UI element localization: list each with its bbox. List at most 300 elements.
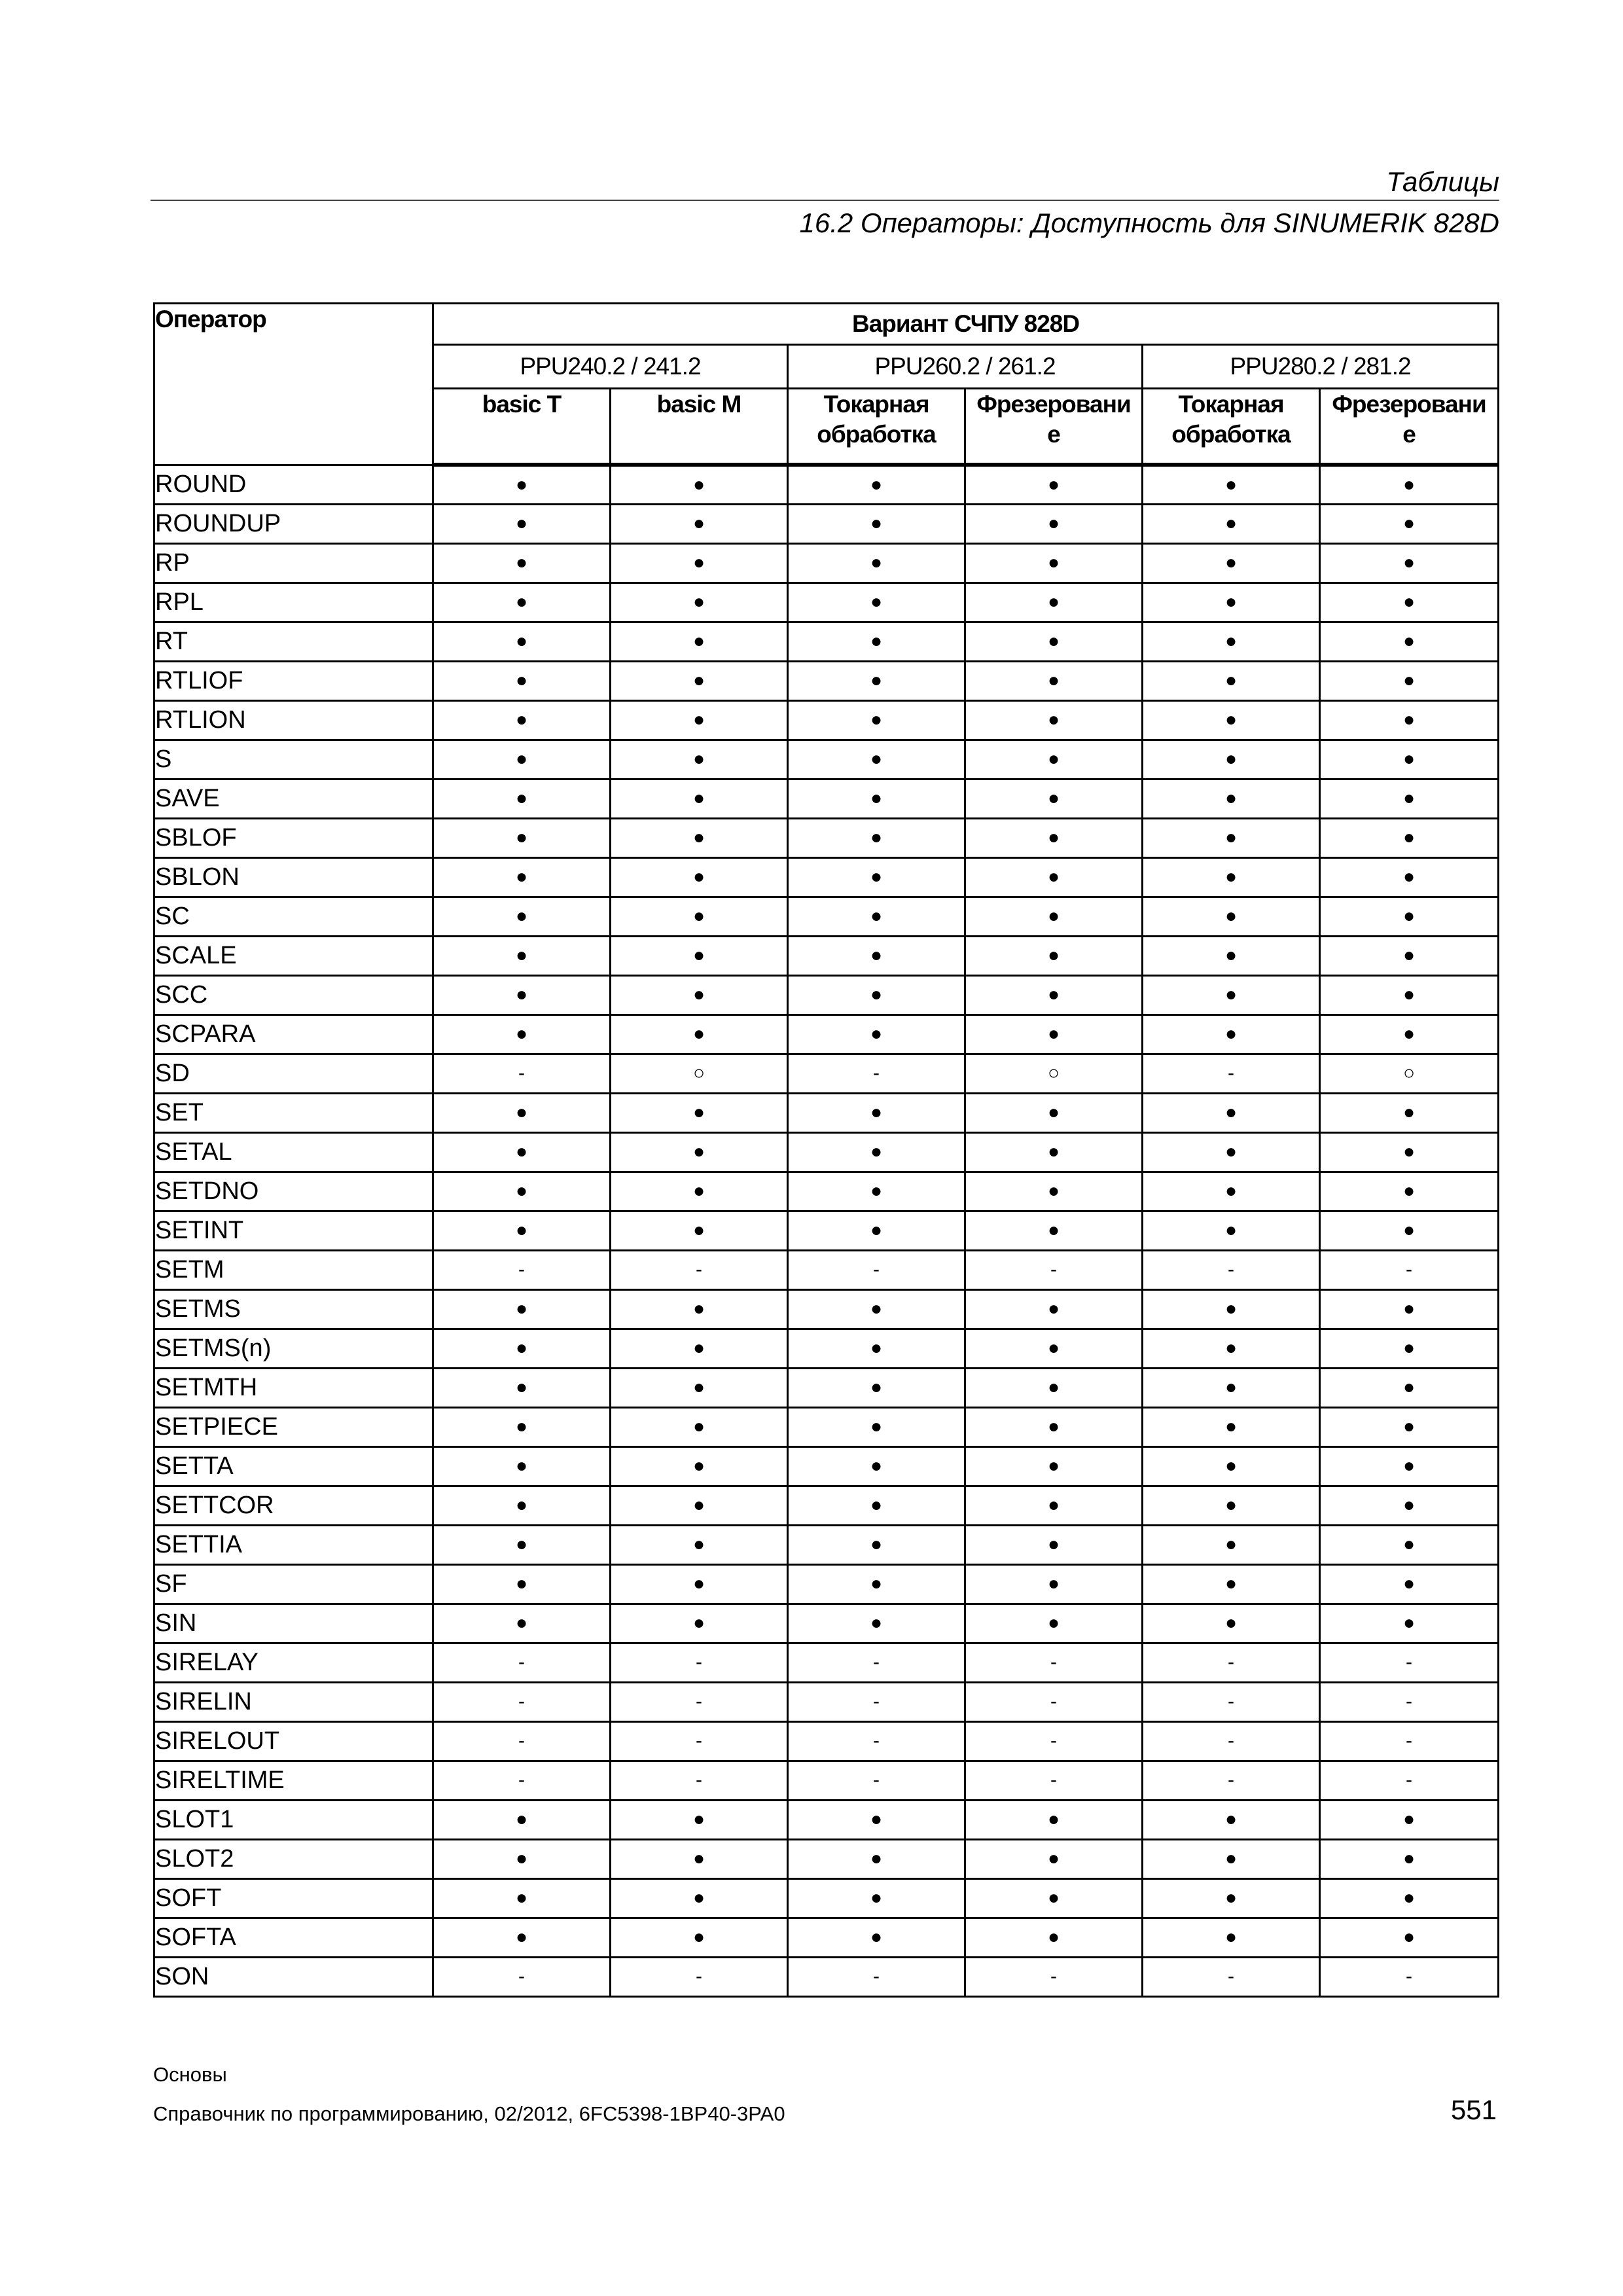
subheader-line: Токарная <box>823 391 929 418</box>
availability-cell: ● <box>788 1525 965 1564</box>
availability-cell: ● <box>965 465 1143 504</box>
availability-cell: ● <box>965 1878 1143 1918</box>
table-row <box>154 504 1499 543</box>
availability-cell: ● <box>433 465 611 504</box>
operator-name: SET <box>154 1093 433 1132</box>
availability-cell: ● <box>433 700 611 740</box>
availability-cell: ● <box>433 1525 611 1564</box>
operator-name: SF <box>154 1564 433 1604</box>
availability-cell: ● <box>611 504 788 543</box>
availability-cell: ● <box>1143 1486 1320 1525</box>
availability-cell: ○ <box>965 1054 1143 1093</box>
availability-cell: ● <box>1143 583 1320 622</box>
availability-cell: ● <box>433 543 611 583</box>
availability-cell: - <box>1143 1761 1320 1800</box>
availability-cell: - <box>1320 1682 1499 1721</box>
availability-cell: - <box>965 1721 1143 1761</box>
operator-name: S <box>154 740 433 779</box>
availability-cell: - <box>611 1250 788 1289</box>
availability-cell: ● <box>965 1800 1143 1839</box>
availability-cell: ● <box>1143 1329 1320 1368</box>
operator-name: SOFT <box>154 1878 433 1918</box>
availability-cell: ● <box>433 1918 611 1957</box>
operator-column-header: Оператор <box>154 304 433 465</box>
availability-cell: ● <box>1143 1525 1320 1564</box>
group-header-ppu260: PPU260.2 / 261.2 <box>788 345 1143 389</box>
table-row <box>154 1604 1499 1643</box>
availability-cell: ● <box>965 1407 1143 1446</box>
availability-cell: ● <box>611 1172 788 1211</box>
availability-cell: ● <box>1143 857 1320 897</box>
availability-cell: ● <box>1320 661 1499 700</box>
availability-cell: - <box>788 1761 965 1800</box>
availability-cell: ● <box>965 661 1143 700</box>
availability-cell: ● <box>1320 622 1499 661</box>
availability-cell: - <box>1143 1682 1320 1721</box>
operator-name: SBLON <box>154 857 433 897</box>
availability-cell: ● <box>788 543 965 583</box>
availability-cell: ● <box>1143 897 1320 936</box>
availability-cell: ● <box>1143 1564 1320 1604</box>
availability-cell: ● <box>1143 818 1320 857</box>
section-title: 16.2 Операторы: Доступность для SINUMERIK 828D <box>799 207 1499 238</box>
availability-cell: ● <box>611 543 788 583</box>
availability-cell: ● <box>433 1132 611 1172</box>
footer-reference: Справочник по программированию, 02/2012, 6FC5398-1BP40-3PA0 <box>153 2102 785 2125</box>
table-row <box>154 897 1499 936</box>
availability-cell: ● <box>611 465 788 504</box>
availability-cell: ● <box>1143 1878 1320 1918</box>
group-header-ppu240: PPU240.2 / 241.2 <box>433 345 788 389</box>
availability-cell: - <box>788 1250 965 1289</box>
operator-name: SETMS <box>154 1289 433 1329</box>
availability-cell: ● <box>788 740 965 779</box>
availability-cell: ● <box>433 504 611 543</box>
availability-cell: ● <box>1143 700 1320 740</box>
availability-cell: ● <box>1320 1289 1499 1329</box>
availability-cell: ● <box>611 1211 788 1250</box>
operator-name: SETDNO <box>154 1172 433 1211</box>
availability-cell: ● <box>611 1486 788 1525</box>
availability-cell: - <box>1143 1250 1320 1289</box>
table-row <box>154 1682 1499 1721</box>
availability-cell: ● <box>433 975 611 1014</box>
availability-cell: ● <box>1320 897 1499 936</box>
availability-cell: - <box>788 1054 965 1093</box>
table-row <box>154 543 1499 583</box>
availability-cell: ● <box>1320 504 1499 543</box>
availability-cell: ● <box>1320 1211 1499 1250</box>
availability-cell: ● <box>1143 779 1320 818</box>
availability-cell: - <box>965 1682 1143 1721</box>
table-row <box>154 975 1499 1014</box>
availability-cell: - <box>788 1643 965 1682</box>
availability-cell: ● <box>1320 1878 1499 1918</box>
availability-cell: ● <box>788 661 965 700</box>
subheader-line: е <box>1402 421 1416 448</box>
subheader-line: Токарная <box>1178 391 1284 418</box>
availability-cell: ● <box>1143 1604 1320 1643</box>
availability-cell: ● <box>433 740 611 779</box>
operator-name: RTLIOF <box>154 661 433 700</box>
availability-cell: ● <box>1143 1407 1320 1446</box>
availability-cell: ● <box>1143 504 1320 543</box>
availability-cell: ● <box>1320 583 1499 622</box>
availability-cell: ● <box>788 1014 965 1054</box>
operator-name: SLOT2 <box>154 1839 433 1878</box>
availability-cell: ● <box>1143 661 1320 700</box>
operator-name: SCPARA <box>154 1014 433 1054</box>
availability-cell: ● <box>611 1564 788 1604</box>
availability-cell: ● <box>611 1446 788 1486</box>
availability-cell: ● <box>1320 700 1499 740</box>
availability-cell: ● <box>1143 740 1320 779</box>
availability-cell: ● <box>1320 1839 1499 1878</box>
table-row <box>154 1211 1499 1250</box>
availability-cell: ● <box>611 661 788 700</box>
availability-cell: ● <box>965 1329 1143 1368</box>
availability-cell: - <box>433 1721 611 1761</box>
availability-cell: - <box>611 1761 788 1800</box>
availability-cell: ● <box>611 740 788 779</box>
availability-cell: ● <box>1320 975 1499 1014</box>
table-row <box>154 1132 1499 1172</box>
availability-cell: ● <box>433 1800 611 1839</box>
availability-cell: ● <box>965 504 1143 543</box>
subheader-line: обработка <box>1171 421 1291 448</box>
availability-cell: - <box>433 1682 611 1721</box>
table-row <box>154 1721 1499 1761</box>
availability-cell: ● <box>611 975 788 1014</box>
availability-cell: ● <box>433 1289 611 1329</box>
subheader-3 <box>965 389 1143 465</box>
availability-cell: ● <box>788 936 965 975</box>
operator-name: RPL <box>154 583 433 622</box>
table-row <box>154 1486 1499 1525</box>
availability-cell: - <box>1320 1761 1499 1800</box>
availability-cell: ● <box>1320 1368 1499 1407</box>
availability-cell: ● <box>788 897 965 936</box>
table-row <box>154 1839 1499 1878</box>
group-header-ppu280: PPU280.2 / 281.2 <box>1143 345 1499 389</box>
availability-cell: ● <box>433 857 611 897</box>
availability-cell: - <box>433 1054 611 1093</box>
table-row <box>154 661 1499 700</box>
availability-cell: ● <box>1143 1093 1320 1132</box>
availability-cell: ● <box>1320 936 1499 975</box>
availability-cell: - <box>611 1643 788 1682</box>
availability-cell: ● <box>965 975 1143 1014</box>
page-number: 551 <box>1450 2094 1497 2125</box>
footer-document-title: Основы <box>153 2063 227 2086</box>
availability-cell: - <box>433 1761 611 1800</box>
availability-cell: - <box>965 1250 1143 1289</box>
availability-cell: ● <box>788 1564 965 1604</box>
availability-cell: ● <box>1320 1132 1499 1172</box>
availability-cell: - <box>1143 1643 1320 1682</box>
availability-cell: ● <box>788 1172 965 1211</box>
availability-cell: ● <box>433 1564 611 1604</box>
table-row <box>154 622 1499 661</box>
availability-cell: ● <box>1143 622 1320 661</box>
availability-cell: ● <box>788 779 965 818</box>
operator-name: SBLOF <box>154 818 433 857</box>
availability-cell: ● <box>1143 1446 1320 1486</box>
table-row <box>154 1918 1499 1957</box>
operator-name: SON <box>154 1957 433 1996</box>
availability-cell: - <box>965 1957 1143 1996</box>
availability-cell: ● <box>433 1093 611 1132</box>
availability-cell: ● <box>1143 1839 1320 1878</box>
availability-cell: - <box>433 1957 611 1996</box>
availability-cell: - <box>788 1721 965 1761</box>
availability-cell: ● <box>1320 1486 1499 1525</box>
availability-cell: ● <box>965 1132 1143 1172</box>
table-row <box>154 740 1499 779</box>
availability-cell: ● <box>965 857 1143 897</box>
availability-cell: ● <box>1143 975 1320 1014</box>
availability-cell: - <box>965 1643 1143 1682</box>
availability-cell: ● <box>965 622 1143 661</box>
availability-cell: ● <box>1143 1172 1320 1211</box>
table-row <box>154 818 1499 857</box>
table-row <box>154 779 1499 818</box>
availability-cell: ● <box>611 1132 788 1172</box>
availability-cell: ● <box>611 1407 788 1446</box>
table-row <box>154 1446 1499 1486</box>
availability-cell: ● <box>611 1800 788 1839</box>
availability-cell: ● <box>788 700 965 740</box>
operator-name: SOFTA <box>154 1918 433 1957</box>
availability-cell: - <box>611 1957 788 1996</box>
subheader-4 <box>1143 389 1320 465</box>
availability-cell: ● <box>1320 543 1499 583</box>
availability-cell: ● <box>433 1172 611 1211</box>
availability-cell: ● <box>788 583 965 622</box>
operator-name: SC <box>154 897 433 936</box>
availability-cell: ● <box>788 465 965 504</box>
availability-cell: ● <box>788 1093 965 1132</box>
availability-cell: - <box>788 1957 965 1996</box>
availability-cell: ● <box>433 1486 611 1525</box>
operator-name: SETAL <box>154 1132 433 1172</box>
availability-cell: ● <box>965 1014 1143 1054</box>
operator-name: SCALE <box>154 936 433 975</box>
availability-cell: ● <box>433 1014 611 1054</box>
availability-cell: ● <box>965 1918 1143 1957</box>
subheader-0 <box>433 389 611 465</box>
availability-cell: ● <box>788 1211 965 1250</box>
availability-cell: ● <box>1320 779 1499 818</box>
availability-cell: ● <box>1320 1800 1499 1839</box>
header-divider <box>151 200 1499 201</box>
availability-cell: ● <box>788 1486 965 1525</box>
availability-cell: ● <box>611 1525 788 1564</box>
table-row <box>154 1014 1499 1054</box>
availability-cell: ● <box>965 1604 1143 1643</box>
availability-cell: ● <box>1320 1604 1499 1643</box>
availability-cell: ● <box>433 1839 611 1878</box>
availability-cell: ● <box>788 857 965 897</box>
availability-cell: ● <box>965 543 1143 583</box>
availability-cell: ● <box>1320 1446 1499 1486</box>
availability-cell: ● <box>611 1014 788 1054</box>
availability-cell: - <box>1143 1957 1320 1996</box>
availability-cell: ● <box>611 779 788 818</box>
availability-cell: ● <box>1320 1564 1499 1604</box>
availability-cell: ● <box>611 1093 788 1132</box>
availability-cell: ● <box>788 1407 965 1446</box>
availability-cell: ● <box>965 936 1143 975</box>
table-row <box>154 1643 1499 1682</box>
availability-cell: ● <box>788 1604 965 1643</box>
availability-cell: ● <box>433 1604 611 1643</box>
availability-cell: ● <box>1320 857 1499 897</box>
availability-cell: ● <box>965 1211 1143 1250</box>
subheader-5 <box>1320 389 1499 465</box>
availability-cell: ● <box>965 583 1143 622</box>
availability-cell: ● <box>965 740 1143 779</box>
availability-cell: ● <box>611 818 788 857</box>
operator-name: ROUND <box>154 465 433 504</box>
availability-cell: ● <box>611 1329 788 1368</box>
availability-cell: - <box>611 1721 788 1761</box>
availability-cell: ● <box>433 1878 611 1918</box>
availability-cell: ● <box>788 975 965 1014</box>
availability-cell: ● <box>788 1132 965 1172</box>
availability-cell: ● <box>965 1564 1143 1604</box>
availability-cell: ● <box>1143 1918 1320 1957</box>
availability-cell: - <box>1320 1957 1499 1996</box>
operator-name: SIRELOUT <box>154 1721 433 1761</box>
availability-cell: ● <box>433 897 611 936</box>
table-row <box>154 1957 1499 1996</box>
availability-cell: ● <box>1143 1132 1320 1172</box>
availability-cell: ● <box>433 936 611 975</box>
operator-name: SLOT1 <box>154 1800 433 1839</box>
availability-cell: ● <box>965 818 1143 857</box>
operator-name: SETTCOR <box>154 1486 433 1525</box>
availability-cell: ● <box>788 1446 965 1486</box>
availability-cell: - <box>433 1250 611 1289</box>
availability-cell: ● <box>788 622 965 661</box>
availability-cell: - <box>433 1643 611 1682</box>
operators-table <box>153 302 1499 1998</box>
availability-cell: ● <box>433 622 611 661</box>
operator-name: SETPIECE <box>154 1407 433 1446</box>
availability-cell: ● <box>965 1839 1143 1878</box>
operator-name: SCC <box>154 975 433 1014</box>
operator-name: SIN <box>154 1604 433 1643</box>
availability-cell: ● <box>1320 1093 1499 1132</box>
table-row <box>154 700 1499 740</box>
availability-cell: ● <box>433 1407 611 1446</box>
availability-cell: ● <box>1143 1289 1320 1329</box>
table-row <box>154 1878 1499 1918</box>
availability-cell: - <box>788 1682 965 1721</box>
availability-cell: ○ <box>1320 1054 1499 1093</box>
table-row <box>154 1525 1499 1564</box>
operator-name: ROUNDUP <box>154 504 433 543</box>
availability-cell: ● <box>611 857 788 897</box>
availability-cell: ● <box>433 1446 611 1486</box>
availability-cell: ● <box>1320 1329 1499 1368</box>
availability-cell: ● <box>1143 1800 1320 1839</box>
availability-cell: ● <box>433 661 611 700</box>
operator-name: RT <box>154 622 433 661</box>
availability-cell: ● <box>433 1211 611 1250</box>
availability-cell: ● <box>611 583 788 622</box>
availability-cell: ● <box>1143 1368 1320 1407</box>
availability-cell: ● <box>611 897 788 936</box>
availability-cell: ● <box>788 1800 965 1839</box>
availability-cell: ● <box>1143 936 1320 975</box>
availability-cell: ● <box>965 1486 1143 1525</box>
table-row <box>154 1289 1499 1329</box>
availability-cell: ● <box>1143 1211 1320 1250</box>
subheader-line: Фрезеровани <box>1332 391 1486 418</box>
availability-cell: ● <box>965 779 1143 818</box>
availability-cell: ● <box>788 818 965 857</box>
operator-name: SETMTH <box>154 1368 433 1407</box>
operator-name: SETINT <box>154 1211 433 1250</box>
availability-cell: - <box>1320 1643 1499 1682</box>
availability-cell: ● <box>611 1918 788 1957</box>
availability-cell: ● <box>611 700 788 740</box>
availability-cell: ● <box>611 1839 788 1878</box>
availability-cell: ● <box>611 1604 788 1643</box>
table-row <box>154 1093 1499 1132</box>
chapter-title: Таблицы <box>1386 166 1499 197</box>
availability-cell: - <box>965 1761 1143 1800</box>
subheader-line: basic T <box>482 391 562 418</box>
availability-cell: ● <box>433 1368 611 1407</box>
operator-name: RP <box>154 543 433 583</box>
operator-name: SIRELTIME <box>154 1761 433 1800</box>
table-row <box>154 1800 1499 1839</box>
availability-cell: ● <box>1320 1525 1499 1564</box>
availability-cell: ● <box>433 583 611 622</box>
availability-cell: ● <box>611 936 788 975</box>
operator-name: SETTA <box>154 1446 433 1486</box>
availability-cell: ● <box>788 1878 965 1918</box>
availability-cell: ● <box>1320 1918 1499 1957</box>
availability-cell: ● <box>1143 1014 1320 1054</box>
availability-cell: ● <box>965 1525 1143 1564</box>
table-row <box>154 1172 1499 1211</box>
availability-cell: - <box>1320 1250 1499 1289</box>
table-row <box>154 583 1499 622</box>
subheader-line: basic M <box>656 391 741 418</box>
availability-cell: ● <box>965 1368 1143 1407</box>
table-row <box>154 1054 1499 1093</box>
availability-cell: ● <box>611 1289 788 1329</box>
availability-cell: ● <box>1320 1172 1499 1211</box>
availability-cell: ○ <box>611 1054 788 1093</box>
table-row <box>154 936 1499 975</box>
availability-cell: ● <box>611 1368 788 1407</box>
table-row <box>154 1329 1499 1368</box>
operator-name: RTLION <box>154 700 433 740</box>
availability-cell: ● <box>1143 543 1320 583</box>
operator-name: SD <box>154 1054 433 1093</box>
availability-cell: ● <box>965 1289 1143 1329</box>
table-row <box>154 1368 1499 1407</box>
operator-name: SAVE <box>154 779 433 818</box>
availability-cell: ● <box>965 1446 1143 1486</box>
table-row <box>154 465 1499 504</box>
availability-cell: ● <box>788 1918 965 1957</box>
